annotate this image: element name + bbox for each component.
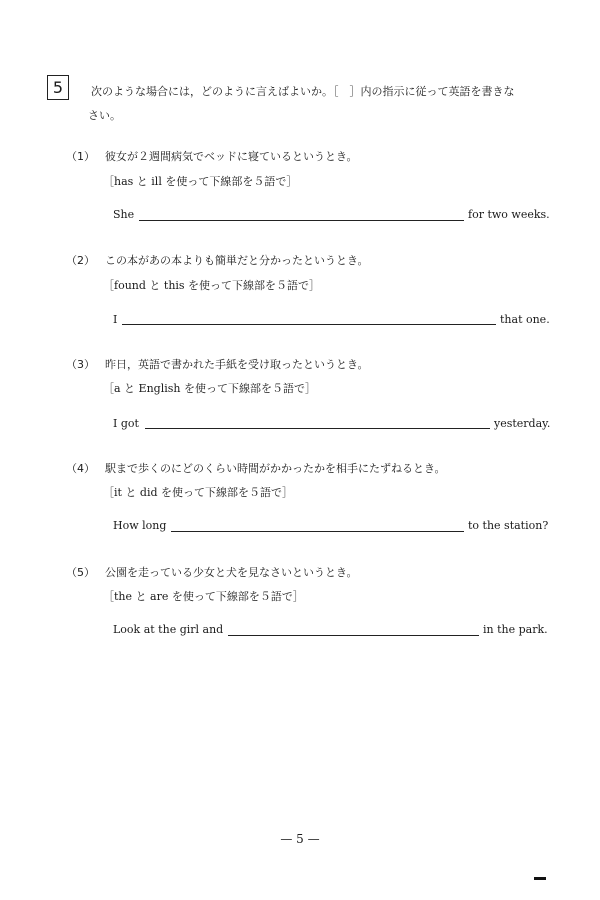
item-4-label: （4） [66,462,95,475]
section-instruction [88,80,561,128]
item-2-japanese: この本があの本よりも簡単だと分かったというとき。 [105,254,369,267]
item-4-answer-line[interactable] [171,531,464,532]
item-1-suffix: for two weeks. [468,208,550,221]
item-1-hint: ［has と ill を使って下線部を５語で］ [103,175,298,188]
item-4-prefix: How long [113,519,167,532]
item-4-hint: ［it と did を使って下線部を５語で］ [103,486,294,499]
item-1-answer-line[interactable] [139,220,464,221]
item-2-prefix: I [113,313,118,326]
registration-mark [534,877,546,880]
item-5-label: （5） [66,566,95,579]
item-5-prefix: Look at the girl and [113,623,224,636]
item-3-answer-line[interactable] [145,428,490,429]
item-2-suffix: that one. [500,313,550,326]
item-4-suffix: to the station? [468,519,549,532]
item-5-suffix: in the park. [483,623,548,636]
item-3-hint: ［a と English を使って下線部を５語で］ [103,382,316,395]
instruction-line-1: 次のような場合には，どのように言えばよいか。［ ］内の指示に従って英語を書きな [91,85,515,98]
item-1-label: （1） [66,150,95,163]
item-2-answer-line[interactable] [122,324,496,325]
page-number: — 5 — [280,832,320,846]
item-2-label: （2） [66,254,95,267]
item-4-japanese: 駅まで歩くのにどのくらい時間がかかったかを相手にたずねるとき。 [105,462,446,475]
item-3-label: （3） [66,358,95,371]
instruction-line-2: さい。 [88,109,121,122]
item-3-suffix: yesterday. [494,417,551,430]
item-2-hint: ［found と this を使って下線部を５語で］ [103,279,321,292]
item-5-answer-line[interactable] [228,635,479,636]
section-number: 5 [52,78,64,97]
item-1-japanese: 彼女が２週間病気でベッドに寝ているというとき。 [105,150,358,163]
section-number-box [47,75,69,100]
item-5-japanese: 公園を走っている少女と犬を見なさいというとき。 [105,566,358,579]
item-3-japanese: 昨日，英語で書かれた手紙を受け取ったというとき。 [105,358,369,371]
item-3-prefix: I got [113,417,139,430]
item-5-hint: ［the と are を使って下線部を５語で］ [103,590,304,603]
item-1-prefix: She [113,208,135,221]
